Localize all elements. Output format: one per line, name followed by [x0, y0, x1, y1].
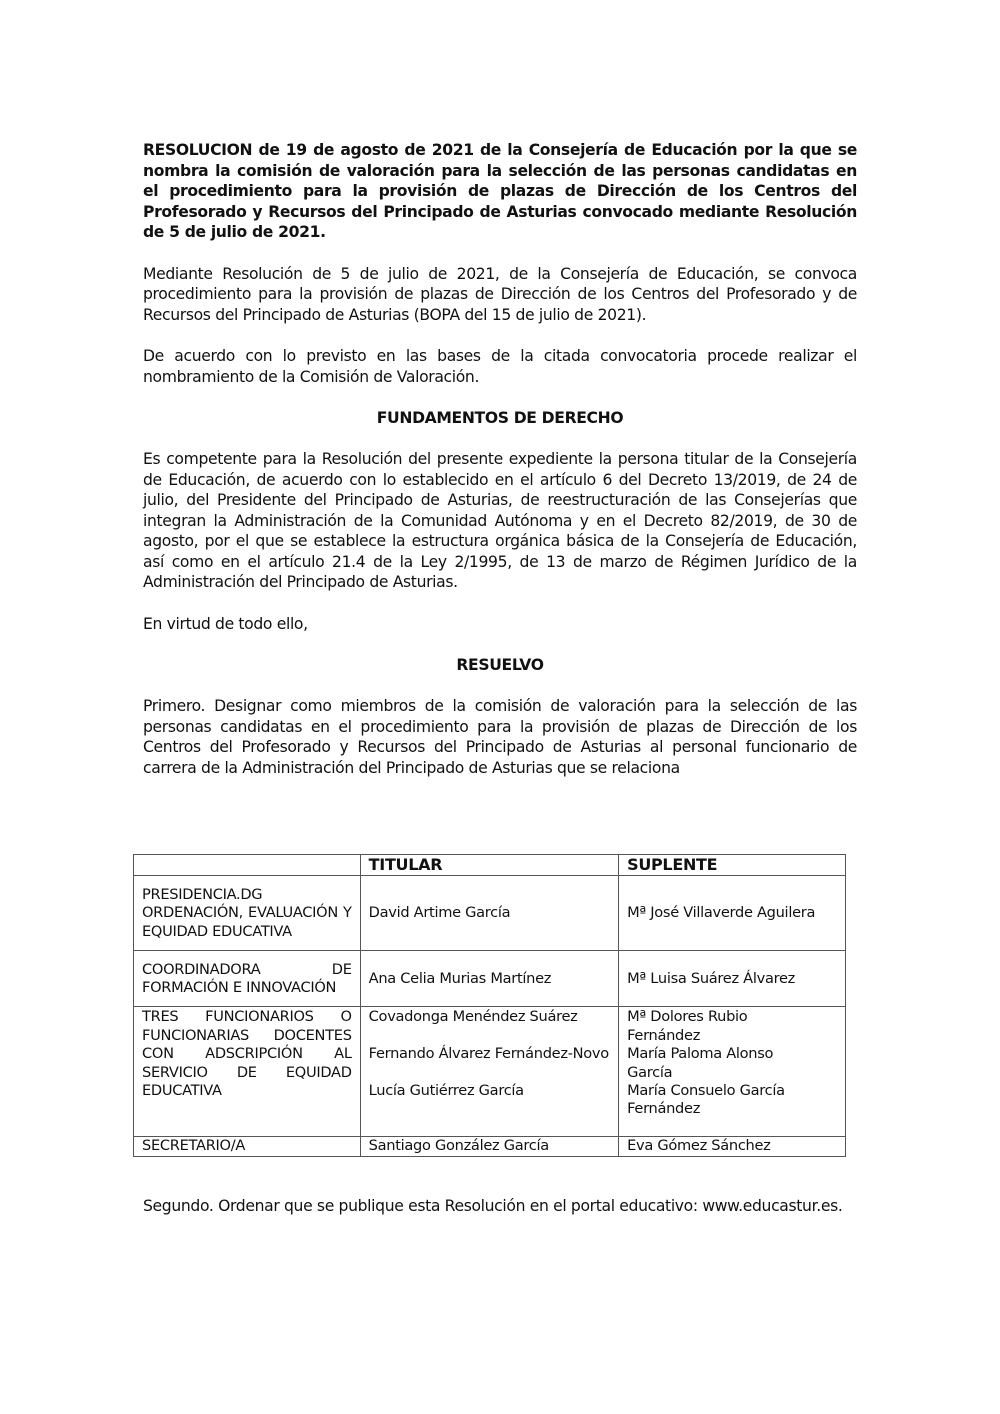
cell-suplente — [619, 1007, 846, 1137]
cell-suplente: Mª José Villaverde Aguilera — [619, 876, 846, 951]
document-closing — [143, 1196, 857, 1217]
header-suplente: SUPLENTE — [619, 855, 846, 876]
suplente-name: María Consuelo García Fernández — [627, 1082, 785, 1118]
paragraph-fundamentos: Es competente para la Resolución del presente expediente la persona titular de la Consejería de Educación, de acuerdo con lo establecido en el artículo 6 del Decreto 13/2019, de 24 de julio, del Presidente del Principado de Asturias, de reestructuración de las Consejerías que integran la Administración de la Comunidad Autónoma y en el Decreto 82/2019, de 30 de agosto, por el que se establece la estructura orgánica básica de la Consejería de Educación, así como en el artículo 21.4 de la Ley 2/1995, de 13 de marzo de Régimen Jurídico de la Administración del Principado de Asturias. — [143, 449, 857, 592]
cell-role: TRES FUNCIONARIOS O FUNCIONARIAS DOCENTES CON ADSCRIPCIÓN AL SERVICIO DE EQUIDAD EDUCATIVA — [134, 1007, 361, 1137]
cell-role: COORDINADORA DE FORMACIÓN E INNOVACIÓN — [134, 951, 361, 1007]
cell-suplente: Mª Luisa Suárez Álvarez — [619, 951, 846, 1007]
cell-titular — [360, 1007, 618, 1137]
spacer — [143, 243, 857, 264]
spacer — [143, 387, 857, 408]
suplente-name: Mª Dolores Rubio Fernández — [627, 1008, 748, 1044]
commission-table-wrapper — [133, 854, 846, 1157]
titular-name: Lucía Gutiérrez García — [368, 1082, 524, 1099]
spacer — [369, 1064, 610, 1082]
paragraph-convocatoria: Mediante Resolución de 5 de julio de 2021, de la Consejería de Educación, se convoca procedimiento para la provisión de plazas de Dirección de los Centros del Profesorado y de Recursos del Principado de Asturias (BOPA del 15 de julio de 2021). — [143, 264, 857, 324]
document-title: RESOLUCION de 19 de agosto de 2021 de la Consejería de Educación por la que se nombra la comisión de valoración para la selección de las personas candidatas en el procedimiento para la provisión de plazas de Dirección de los Centros del Profesorado y Recursos del Principado de Asturias convocado mediante Resolución de 5 de julio de 2021. — [143, 141, 857, 242]
header-role — [134, 855, 361, 876]
paragraph-segundo: Segundo. Ordenar que se publique esta Resolución en el portal educativo: www.educastur.es. — [143, 1197, 843, 1215]
table-row — [134, 1007, 846, 1137]
spacer — [143, 428, 857, 449]
suplente-name: María Paloma Alonso García — [627, 1045, 774, 1081]
table-row — [134, 951, 846, 1007]
cell-titular: David Artime García — [360, 876, 618, 951]
cell-role: SECRETARIO/A — [134, 1137, 361, 1156]
document-body — [143, 140, 857, 778]
spacer — [369, 1027, 610, 1045]
heading-resuelvo: RESUELVO — [456, 655, 544, 674]
titular-name: Fernando Álvarez Fernández-Novo — [368, 1045, 609, 1063]
paragraph-nombramiento: De acuerdo con lo previsto en las bases de la citada convocatoria procede realizar el nombramiento de la Comisión de Valoración. — [143, 346, 857, 386]
titular-name: Covadonga Menéndez Suárez — [368, 1008, 578, 1026]
cell-titular: Ana Celia Murias Martínez — [360, 951, 618, 1007]
spacer — [143, 325, 857, 346]
cell-role: PRESIDENCIA.DG ORDENACIÓN, EVALUACIÓN Y EQUIDAD EDUCATIVA — [134, 876, 361, 951]
spacer — [143, 675, 857, 696]
table-header-row — [134, 855, 846, 876]
cell-titular: Santiago González García — [360, 1137, 618, 1156]
spacer — [143, 634, 857, 655]
commission-table — [133, 854, 846, 1157]
paragraph-primero: Primero. Designar como miembros de la comisión de valoración para la selección de las personas candidatas en el procedimiento para la provisión de plazas de Dirección de los Centros del Profesorado y Recursos del Principado de Asturias al personal funcionario de carrera de la Administración del Principado de Asturias que se relaciona — [143, 697, 857, 777]
paragraph-virtud: En virtud de todo ello, — [143, 614, 308, 633]
heading-fundamentos: FUNDAMENTOS DE DERECHO — [376, 408, 624, 427]
spacer — [143, 593, 857, 614]
table-row — [134, 1137, 846, 1156]
table-row — [134, 876, 846, 951]
cell-suplente: Eva Gómez Sánchez — [619, 1137, 846, 1156]
header-titular: TITULAR — [360, 855, 618, 876]
